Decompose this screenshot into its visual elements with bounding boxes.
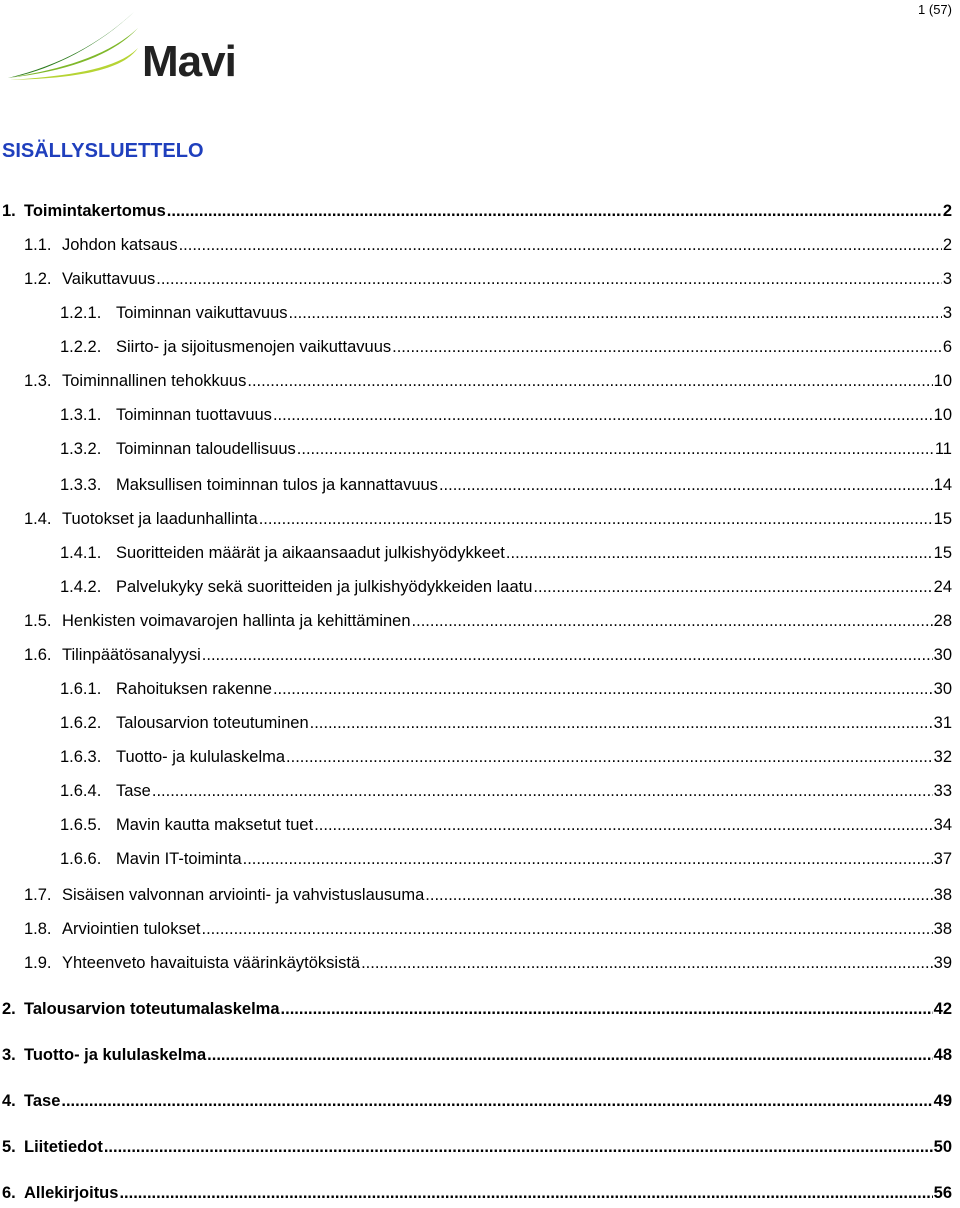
- toc-entry-number: 5.: [2, 1138, 16, 1156]
- toc-leader: [167, 202, 942, 221]
- toc-leader: [297, 440, 934, 459]
- toc-entry-title: Henkisten voimavarojen hallinta ja kehittäminen: [62, 612, 411, 630]
- toc-leader: [310, 714, 933, 733]
- toc-entry-title: Palvelukyky sekä suoritteiden ja julkishyödykkeiden laatu: [116, 578, 533, 596]
- toc-entry-page: 48: [933, 1046, 952, 1064]
- toc-entry-title: Yhteenveto havaituista väärinkäytöksistä: [62, 954, 361, 972]
- toc-entry-page: 24: [933, 578, 952, 596]
- toc-entry-title: Maksullisen toiminnan tulos ja kannattavuus: [116, 476, 438, 494]
- toc-entry-number: 1.6.1.: [60, 680, 102, 698]
- toc-entry-page: 34: [933, 816, 952, 834]
- toc-entry-title: Mavin kautta maksetut tuet: [116, 816, 314, 834]
- toc-entry-page: 30: [933, 646, 952, 664]
- toc-entry-page: 38: [933, 920, 952, 938]
- toc-leader: [104, 1138, 933, 1157]
- toc-entry-number: 1.5.: [24, 612, 52, 630]
- toc-entry-title: Tilinpäätösanalyysi: [62, 646, 201, 664]
- toc-entry-number: 1.7.: [24, 886, 52, 904]
- toc-leader: [361, 954, 933, 973]
- toc-entry-title: Johdon katsaus: [62, 236, 178, 254]
- toc-entry-title: Tuotokset ja laadunhallinta: [62, 510, 258, 528]
- toc-leader: [392, 338, 942, 357]
- toc-entry-title: Vaikuttavuus: [62, 270, 156, 288]
- toc-entry-number: 1.2.1.: [60, 304, 102, 322]
- toc-entry-page: 3: [942, 270, 952, 288]
- toc-entry[interactable]: [60, 304, 952, 323]
- toc-entry-number: 1.6.4.: [60, 782, 102, 800]
- toc-entry-title: Toimintakertomus: [24, 202, 166, 220]
- toc-entry-number: 1.4.: [24, 510, 52, 528]
- toc-entry[interactable]: [60, 816, 952, 835]
- toc-leader: [179, 236, 942, 255]
- toc-leader: [152, 782, 933, 801]
- toc-entry-number: 1.3.1.: [60, 406, 102, 424]
- toc-entry-title: Tuotto- ja kululaskelma: [116, 748, 286, 766]
- toc-entry-page: 28: [933, 612, 952, 630]
- toc-entry[interactable]: [24, 270, 952, 289]
- toc-entry-title: Tase: [116, 782, 151, 800]
- toc-entry-number: 1.6.: [24, 646, 52, 664]
- toc-entry-number: 6.: [2, 1184, 16, 1202]
- toc-entry-page: 11: [934, 440, 952, 458]
- toc-entry-number: 1.6.3.: [60, 748, 102, 766]
- toc-leader: [412, 612, 933, 631]
- toc-entry-page: 31: [933, 714, 952, 732]
- toc-entry[interactable]: [24, 886, 952, 905]
- toc-entry-title: Sisäisen valvonnan arviointi- ja vahvistuslausuma: [62, 886, 425, 904]
- toc-leader: [281, 1000, 933, 1019]
- toc-leader: [61, 1092, 932, 1111]
- toc-entry-page: 38: [933, 886, 952, 904]
- toc-entry-page: 32: [933, 748, 952, 766]
- toc-entry[interactable]: [2, 202, 952, 221]
- toc-entry-number: 1.6.5.: [60, 816, 102, 834]
- toc-entry[interactable]: [24, 612, 952, 631]
- toc-entry-page: 6: [942, 338, 952, 356]
- toc-entry-title: Toiminnan vaikuttavuus: [116, 304, 288, 322]
- toc-entry[interactable]: [60, 544, 952, 563]
- toc-leader: [273, 680, 933, 699]
- toc-entry-page: 2: [942, 236, 952, 254]
- toc-entry[interactable]: [2, 1138, 952, 1157]
- toc-entry-number: 1.4.2.: [60, 578, 102, 596]
- toc-entry-page: 49: [933, 1092, 952, 1110]
- toc-leader: [314, 816, 932, 835]
- toc-entry-title: Tuotto- ja kululaskelma: [24, 1046, 207, 1064]
- toc-leader: [202, 646, 933, 665]
- toc-entry-page: 56: [933, 1184, 952, 1202]
- toc-entry-page: 42: [933, 1000, 952, 1018]
- toc-entry-page: 2: [942, 202, 952, 220]
- toc-entry-title: Arviointien tulokset: [62, 920, 201, 938]
- toc-entry-number: 3.: [2, 1046, 16, 1064]
- toc-entry[interactable]: [60, 338, 952, 357]
- toc-leader: [119, 1184, 932, 1203]
- toc-leader: [533, 578, 932, 597]
- toc-entry[interactable]: [60, 406, 952, 425]
- toc-entry[interactable]: [2, 1092, 952, 1111]
- toc-entry-page: 39: [933, 954, 952, 972]
- toc-entry-title: Toiminnan tuottavuus: [116, 406, 272, 424]
- toc-leader: [439, 476, 933, 495]
- toc-entry-page: 33: [933, 782, 952, 800]
- toc-entry[interactable]: [24, 646, 952, 665]
- toc-entry[interactable]: [60, 476, 952, 495]
- toc-entry-page: 37: [933, 850, 952, 868]
- toc-entry-title: Toiminnallinen tehokkuus: [62, 372, 247, 390]
- toc-entry-number: 4.: [2, 1092, 16, 1110]
- toc-entry-page: 30: [933, 680, 952, 698]
- toc-leader: [247, 372, 932, 391]
- toc-entry-number: 1.6.2.: [60, 714, 102, 732]
- toc-entry-title: Tase: [24, 1092, 61, 1110]
- mavi-logo: [6, 8, 238, 82]
- toc-entry-title: Talousarvion toteutuminen: [116, 714, 309, 732]
- page-number: 1 (57): [918, 2, 952, 17]
- svg-text:Mavi: Mavi: [142, 37, 236, 82]
- toc-leader: [286, 748, 933, 767]
- toc-entry-title: Liitetiedot: [24, 1138, 103, 1156]
- toc-entry[interactable]: [60, 850, 952, 869]
- toc-entry-page: 15: [933, 510, 952, 528]
- toc-heading: SISÄLLYSLUETTELO: [2, 140, 204, 162]
- toc-entry-page: 3: [942, 304, 952, 322]
- toc-entry[interactable]: [24, 372, 952, 391]
- toc-leader: [259, 510, 933, 529]
- toc-leader: [202, 920, 933, 939]
- toc-leader: [207, 1046, 932, 1065]
- toc-entry-number: 1.3.: [24, 372, 52, 390]
- toc-entry-number: 1.6.6.: [60, 850, 102, 868]
- toc-entry[interactable]: [24, 954, 952, 973]
- toc-entry[interactable]: [24, 510, 952, 529]
- toc-entry-title: Suoritteiden määrät ja aikaansaadut julkishyödykkeet: [116, 544, 505, 562]
- toc-entry-page: 10: [933, 406, 952, 424]
- toc-leader: [506, 544, 933, 563]
- toc-entry-number: 1.3.3.: [60, 476, 102, 494]
- toc-entry-title: Siirto- ja sijoitusmenojen vaikuttavuus: [116, 338, 392, 356]
- toc-entry-title: Mavin IT-toiminta: [116, 850, 242, 868]
- toc-entry-title: Toiminnan taloudellisuus: [116, 440, 296, 458]
- toc-entry[interactable]: [24, 920, 952, 939]
- toc-leader: [289, 304, 942, 323]
- toc-entry[interactable]: [60, 440, 952, 459]
- toc-entry-title: Talousarvion toteutumalaskelma: [24, 1000, 280, 1018]
- toc-entry-number: 1.3.2.: [60, 440, 102, 458]
- toc-entry-title: Allekirjoitus: [24, 1184, 119, 1202]
- toc-entry-number: 1.2.: [24, 270, 52, 288]
- toc-entry-number: 1.8.: [24, 920, 52, 938]
- toc-entry-number: 1.2.2.: [60, 338, 102, 356]
- toc-entry-number: 1.: [2, 202, 16, 220]
- toc-leader: [425, 886, 932, 905]
- toc-entry[interactable]: [60, 680, 952, 699]
- toc-entry[interactable]: [2, 1000, 952, 1019]
- toc-entry[interactable]: [2, 1184, 952, 1203]
- toc-entry[interactable]: [60, 748, 952, 767]
- toc-entry[interactable]: [24, 236, 952, 255]
- toc-entry-number: 1.9.: [24, 954, 52, 972]
- toc-entry-number: 1.4.1.: [60, 544, 102, 562]
- toc-entry-number: 1.1.: [24, 236, 52, 254]
- toc-leader: [243, 850, 933, 869]
- toc-entry-page: 10: [933, 372, 952, 390]
- toc-leader: [156, 270, 942, 289]
- toc-entry[interactable]: [60, 782, 952, 801]
- toc-entry-page: 15: [933, 544, 952, 562]
- toc-entry-page: 50: [933, 1138, 952, 1156]
- toc-leader: [273, 406, 933, 425]
- toc-entry-number: 2.: [2, 1000, 16, 1018]
- toc-entry-title: Rahoituksen rakenne: [116, 680, 272, 698]
- toc-entry[interactable]: [60, 714, 952, 733]
- toc-entry-page: 14: [933, 476, 952, 494]
- toc-entry[interactable]: [2, 1046, 952, 1065]
- toc-entry[interactable]: [60, 578, 952, 597]
